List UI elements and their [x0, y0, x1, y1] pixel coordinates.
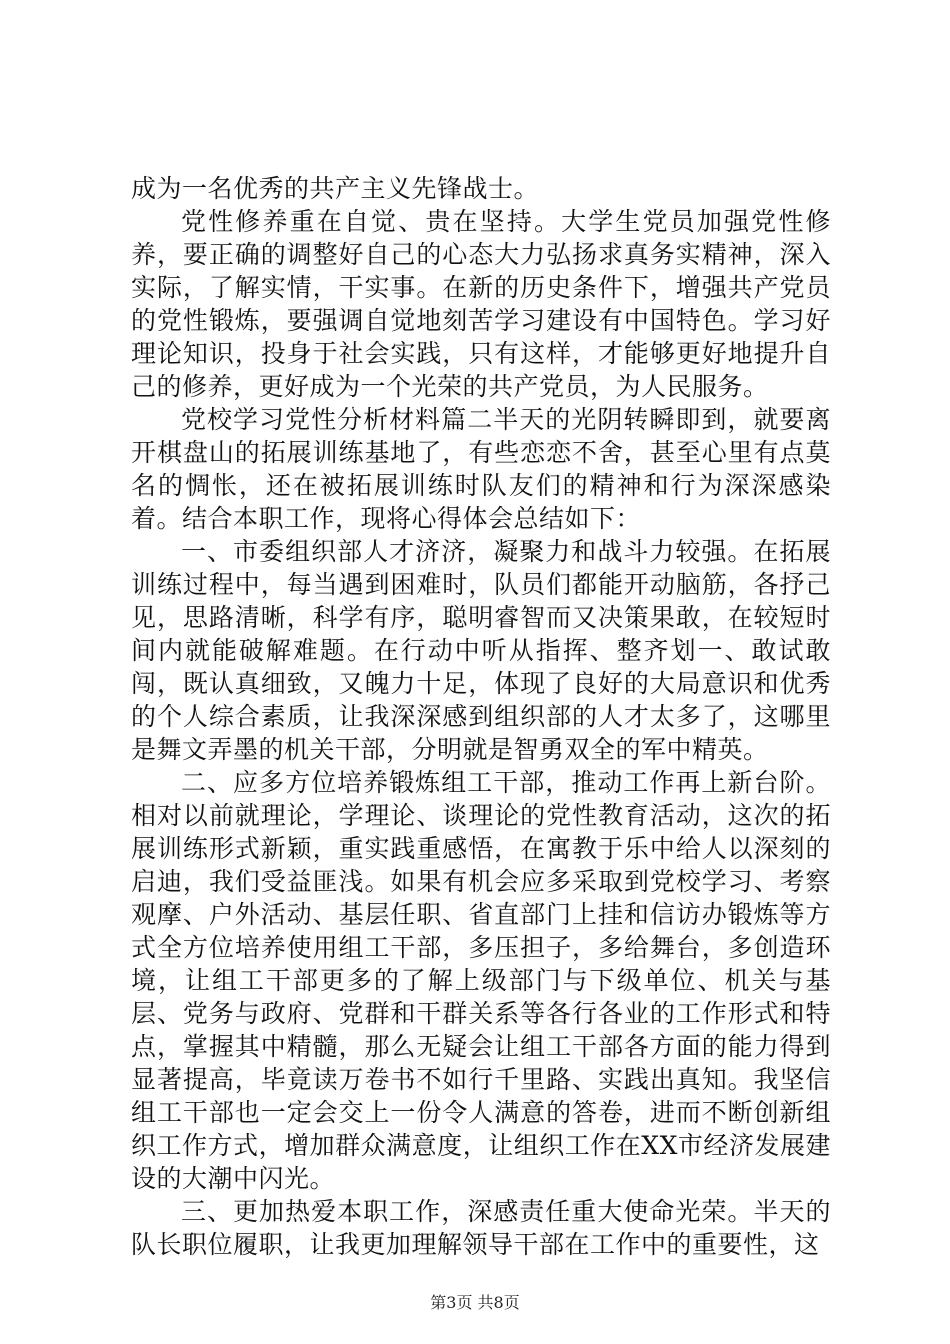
document-body — [131, 172, 831, 1261]
page-footer: 第3页 共8页 — [430, 1293, 520, 1312]
paragraph: 成为一名优秀的共产主义先锋战士。 — [131, 174, 540, 203]
paragraph: 三、更加热爱本职工作，深感责任重大使命光荣。半天的队长职位履职，让我更加理解领导干部在工作中的重要性，这 — [131, 1197, 831, 1259]
paragraph: 二、应多方位培养锻炼组工干部，推动工作再上新台阶。相对以前就理论，学理论、谈理论的党性教育活动，这次的拓展训练形式新颖，重实践重感悟，在寓教于乐中给人以深刻的启迪，我们受益匪浅。如果有机会应多采取到党校学习、考察观摩、户外活动、基层任职、省直部门上挂和信访办锻炼等方式全方位培养使用组工干部，多压担子，多给舞台，多创造环境，让组工干部更多的了解上级部门与下级单位、机关与基层、党务与政府、党群和干群关系等各行各业的工作形式和特点，掌握其中精髓，那么无疑会让组工干部各方面的能力得到显著提高，毕竟读万卷书不如行千里路、实践出真知。我坚信组工干部也一定会交上一份令人满意的答卷，进而不断创新组织工作方式，增加群众满意度，让组织工作在XX市经济发展建设的大潮中闪光。 — [131, 768, 831, 1193]
paragraph: 一、市委组织部人才济济，凝聚力和战斗力较强。在拓展训练过程中，每当遇到困难时，队员们都能开动脑筋，各抒己见，思路清晰，科学有序，聪明睿智而又决策果敢，在较短时间内就能破解难题。在行动中听从指挥、整齐划一、敢试敢闯，既认真细致，又魄力十足，体现了良好的大局意识和优秀的个人综合素质，让我深深感到组织部的人才太多了，这哪里是舞文弄墨的机关干部，分明就是智勇双全的军中精英。 — [131, 537, 831, 764]
paragraph: 党校学习党性分析材料篇二半天的光阴转瞬即到，就要离开棋盘山的拓展训练基地了，有些恋恋不舍，甚至心里有点莫名的惆怅，还在被拓展训练时队友们的精神和行为深深感染着。结合本职工作，现将心得体会总结如下： — [131, 405, 831, 533]
paragraph: 党性修养重在自觉、贵在坚持。大学生党员加强党性修养，要正确的调整好自己的心态大力弘扬求真务实精神，深入实际，了解实情，干实事。在新的历史条件下，增强共产党员的党性锻炼，要强调自觉地刻苦学习建设有中国特色。学习好理论知识，投身于社会实践，只有这样，才能够更好地提升自己的修养，更好成为一个光荣的共产党员，为人民服务。 — [131, 207, 831, 401]
